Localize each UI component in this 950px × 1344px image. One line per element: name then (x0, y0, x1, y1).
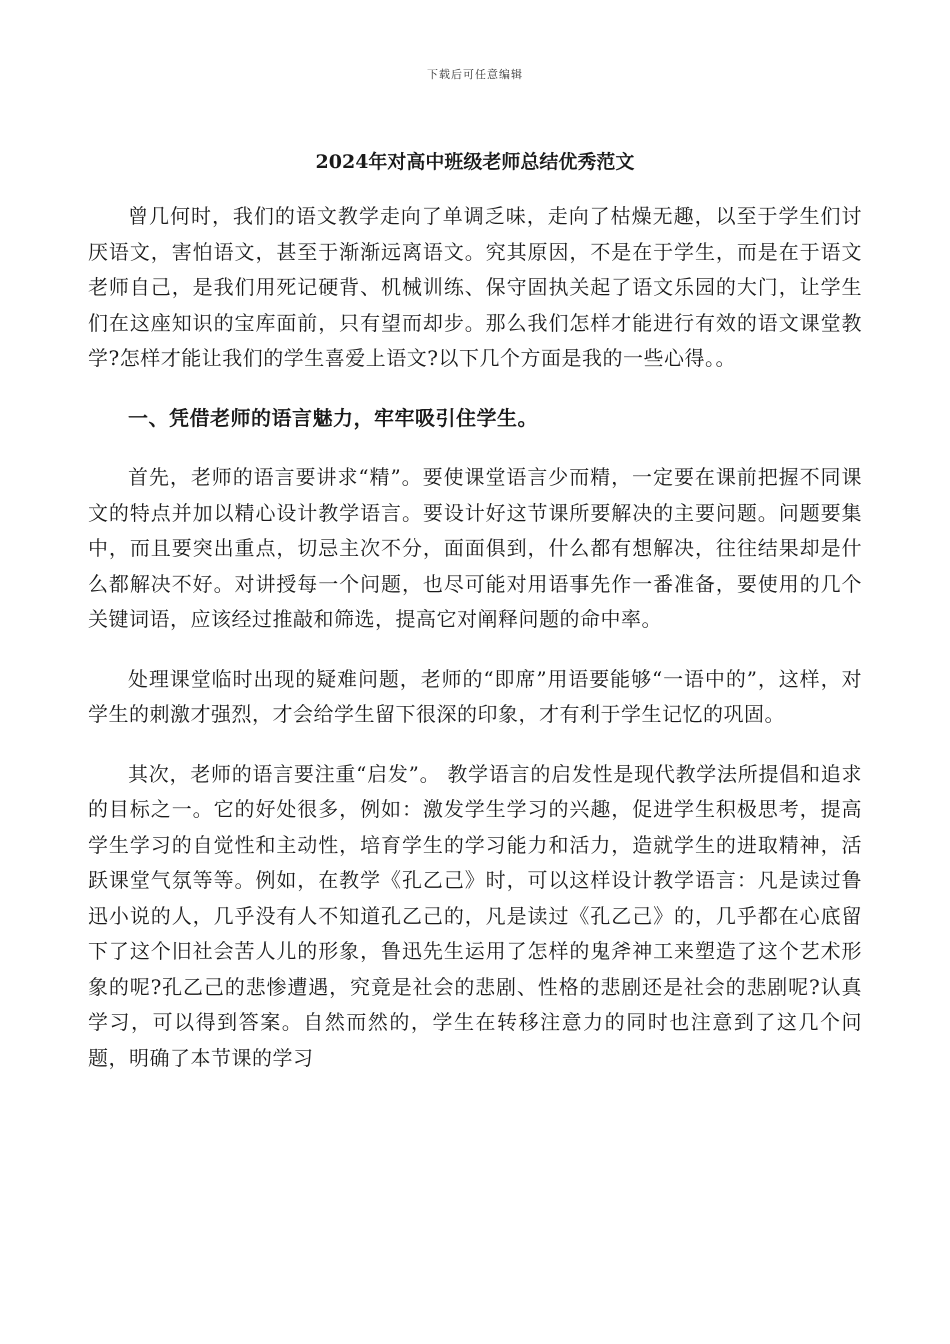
section-heading-1: 一、凭借老师的语言魅力，牢牢吸引住学生。 (128, 405, 538, 430)
document-body (88, 199, 862, 1100)
intro-paragraph: 曾几何时，我们的语文教学走向了单调乏味，走向了枯燥无趣，以至于学生们讨厌语文，害怕语文，甚至于渐渐远离语文。究其原因，不是在于学生，而是在于语文老师自己，是我们用死记硬背、机械训练、保守固执关起了语文乐园的大门，让学生们在这座知识的宝库面前，只有望而却步。那么我们怎样才能进行有效的语文课堂教学?怎样才能让我们的学生喜爱上语文?以下几个方面是我的一些心得。。 (88, 204, 862, 370)
paragraph-precision: 首先，老师的语言要讲求“精”。要使课堂语言少而精，一定要在课前把握不同课文的特点并加以精心设计教学语言。要设计好这节课所要解决的主要问题。问题要集中，而且要突出重点，切忌主次不分，面面俱到，什么都有想解决，往往结果却是什么都解决不好。对讲授每一个问题，也尽可能对用语事先作一番准备，要使用的几个关键词语，应该经过推敲和筛选，提高它对阐释问题的命中率。 (88, 465, 862, 631)
document-title: 2024年对高中班级老师总结优秀范文 (315, 151, 635, 173)
paragraph-inspiration: 其次，老师的语言要注重“启发”。 教学语言的启发性是现代教学法所提倡和追求的目标之一。它的好处很多，例如：激发学生学习的兴趣，促进学生积极思考，提高学生学习的自觉性和主动性，培育学生的学习能力和活力，造就学生的进取精神，活跃课堂气氛等等。例如，在教学《孔乙己》时，可以这样设计教学语言：凡是读过鲁迅小说的人，几乎没有人不知道孔乙己的，凡是读过《孔乙己》的，几乎都在心底留下了这个旧社会苦人儿的形象，鲁迅先生运用了怎样的鬼斧神工来塑造了这个艺术形象的呢?孔乙己的悲惨遭遇，究竟是社会的悲剧、性格的悲剧还是社会的悲剧呢?认真学习，可以得到答案。自然而然的，学生在转移注意力的同时也注意到了这几个问题，明确了本节课的学习 (88, 761, 862, 1070)
header-note: 下载后可任意编辑 (427, 68, 523, 81)
paragraph-impromptu: 处理课堂临时出现的疑难问题，老师的“即席”用语要能够“一语中的”，这样，对学生的刺激才强烈，才会给学生留下很深的印象，才有利于学生记忆的巩固。 (88, 666, 862, 726)
